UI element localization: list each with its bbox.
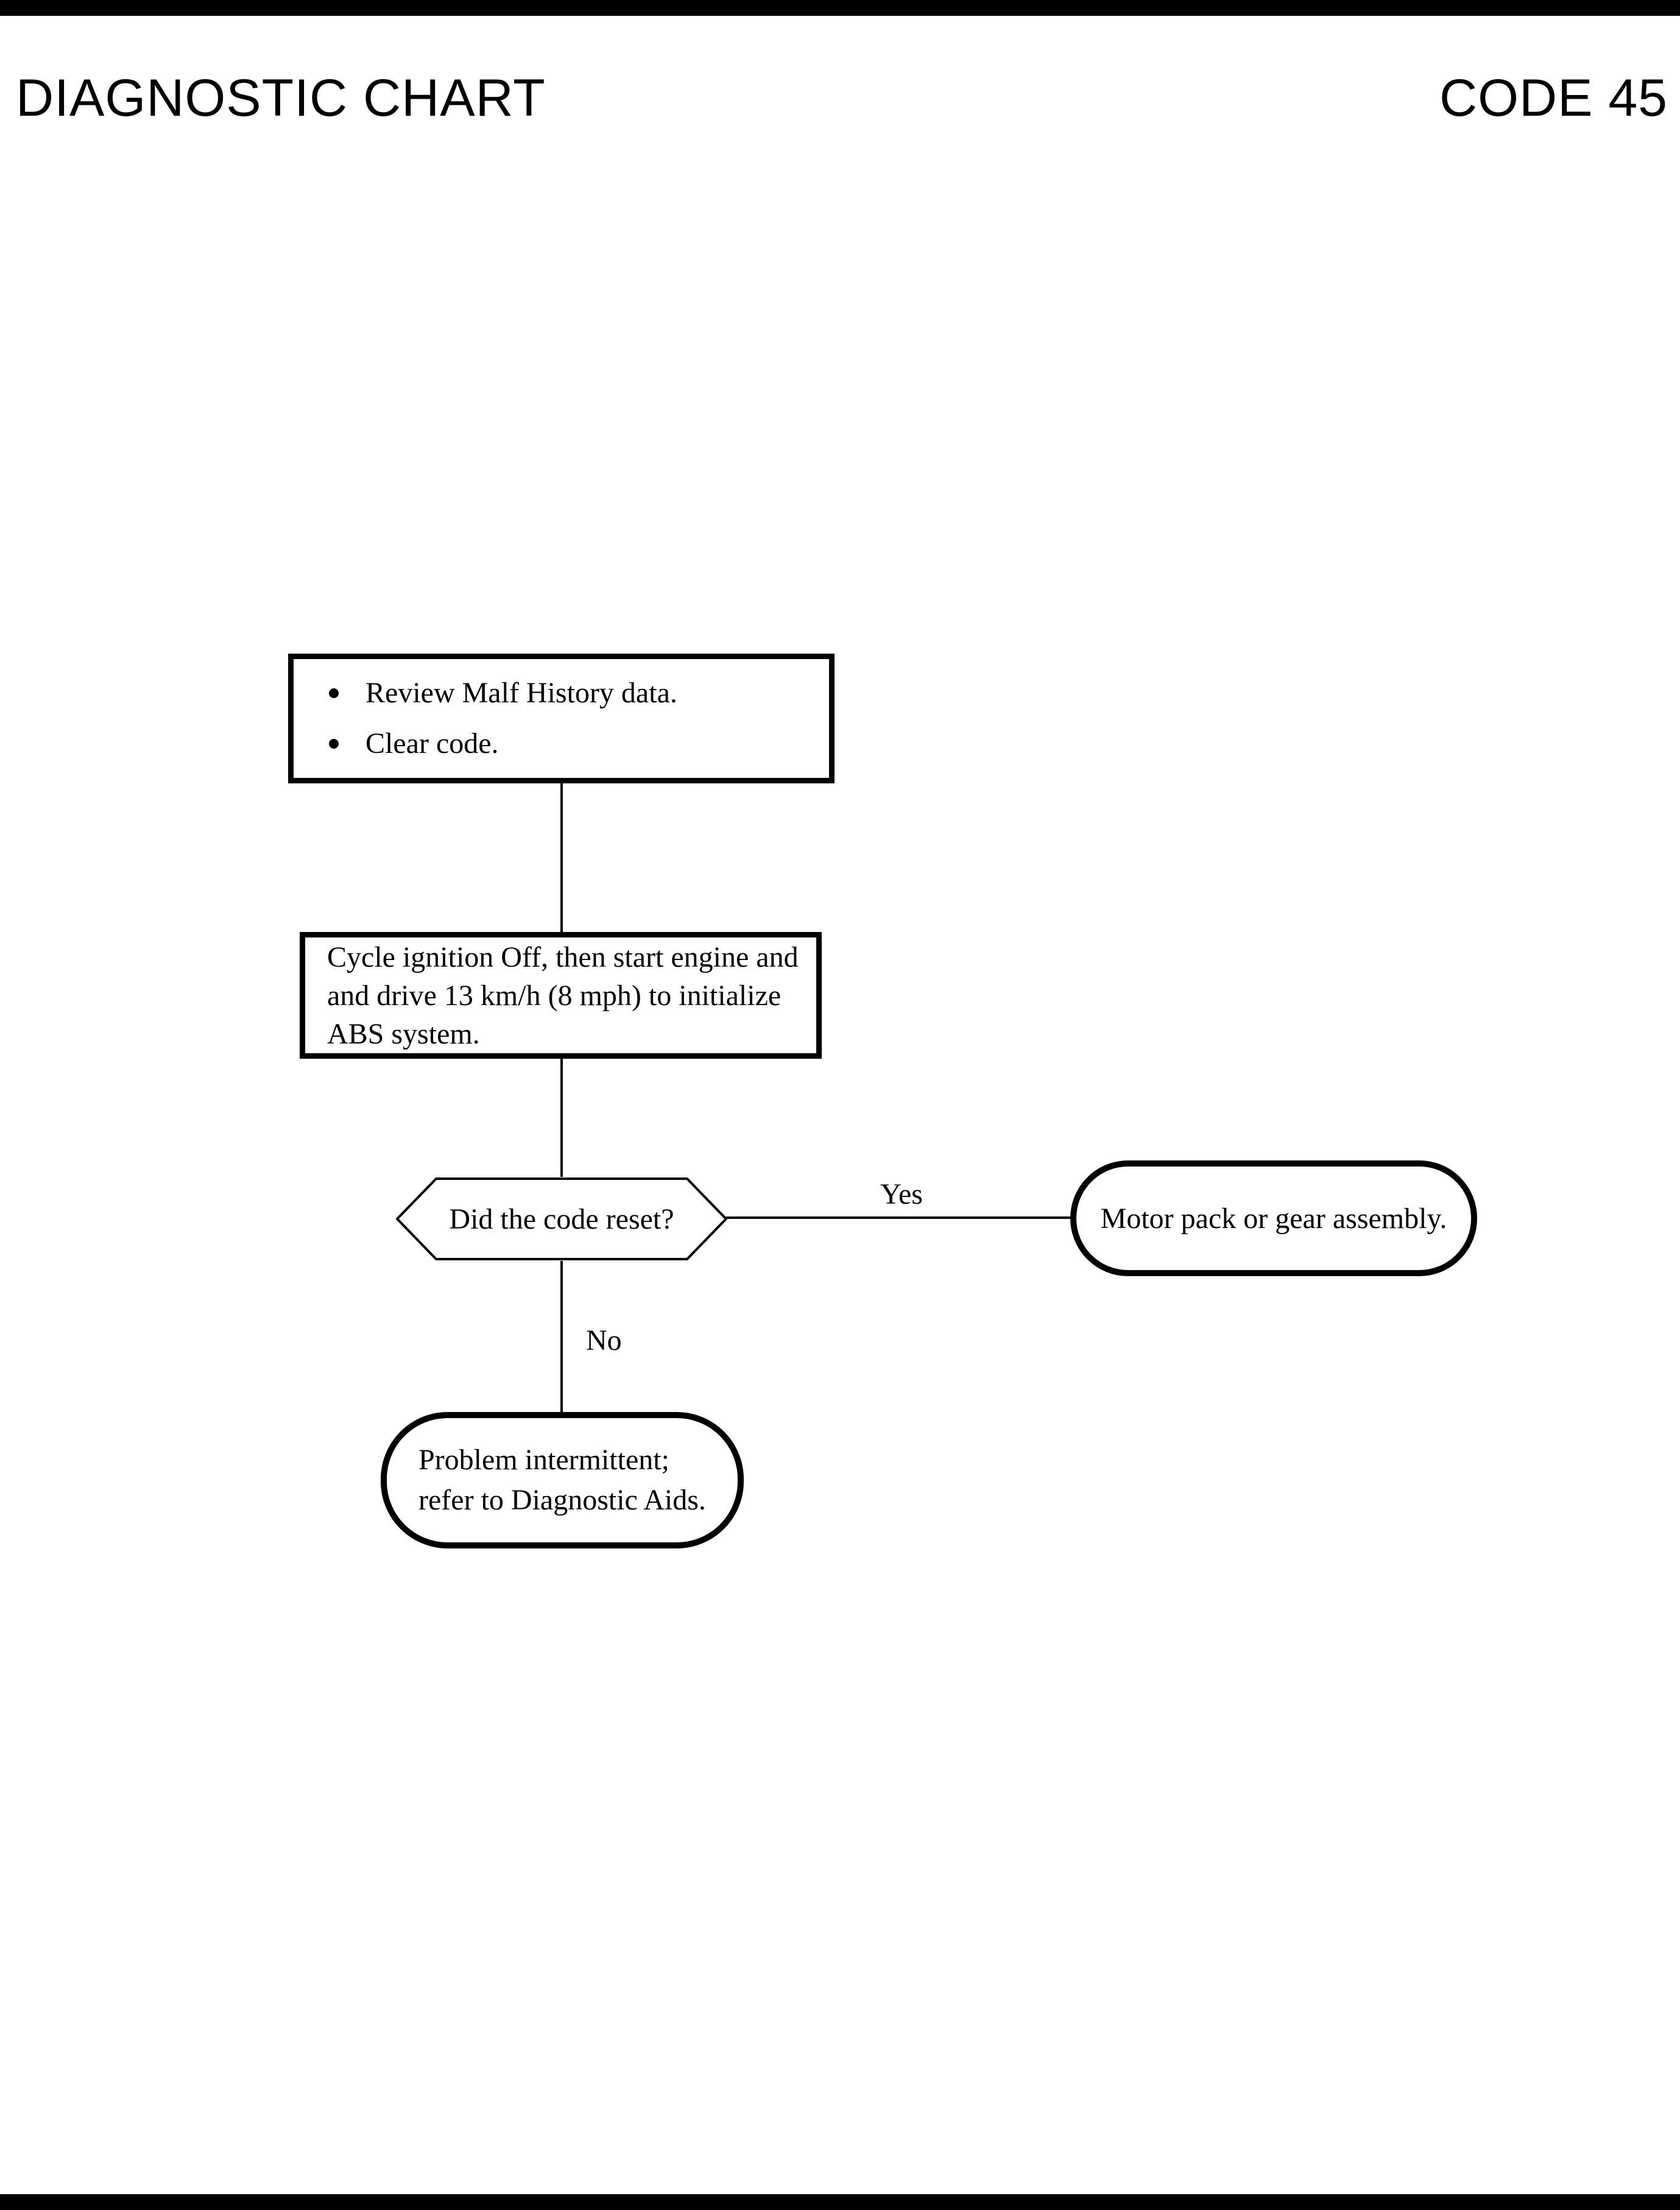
connector-step1-step2 <box>560 783 563 932</box>
connector-no-branch <box>560 1261 563 1412</box>
top-edge-bar <box>0 0 1680 16</box>
action-text-line: ABS system. <box>327 1017 480 1050</box>
result-pill-intermittent <box>381 1412 744 1548</box>
no-label: No <box>586 1324 622 1357</box>
result-text-line: refer to Diagnostic Aids. <box>418 1484 706 1516</box>
page-code: CODE 45 <box>1439 69 1668 127</box>
bullet-icon <box>329 688 339 698</box>
action-text-line: and drive 13 km/h (8 mph) to initialize <box>327 979 782 1012</box>
bullet-list-item <box>329 676 817 710</box>
yes-label: Yes <box>880 1178 923 1210</box>
page-title: DIAGNOSTIC CHART <box>16 69 546 127</box>
result-pill-motor-pack <box>1070 1160 1477 1276</box>
bullet-list-item <box>329 727 817 761</box>
action-box-review-history <box>288 654 835 783</box>
decision-node <box>396 1177 727 1261</box>
bullet-text: Review Malf History data. <box>365 676 677 709</box>
decision-question: Did the code reset? <box>449 1202 674 1235</box>
connector-step2-decision <box>560 1059 563 1177</box>
bottom-edge-bar <box>0 2194 1680 2210</box>
action-box-cycle-ignition <box>300 932 822 1059</box>
result-text: Motor pack or gear assembly. <box>1100 1202 1447 1235</box>
connector-yes-branch <box>726 1216 1070 1219</box>
result-text-line: Problem intermittent; <box>418 1444 669 1476</box>
action-text-line: Cycle ignition Off, then start engine and <box>327 941 799 973</box>
bullet-text: Clear code. <box>365 727 499 760</box>
bullet-icon <box>329 739 339 749</box>
